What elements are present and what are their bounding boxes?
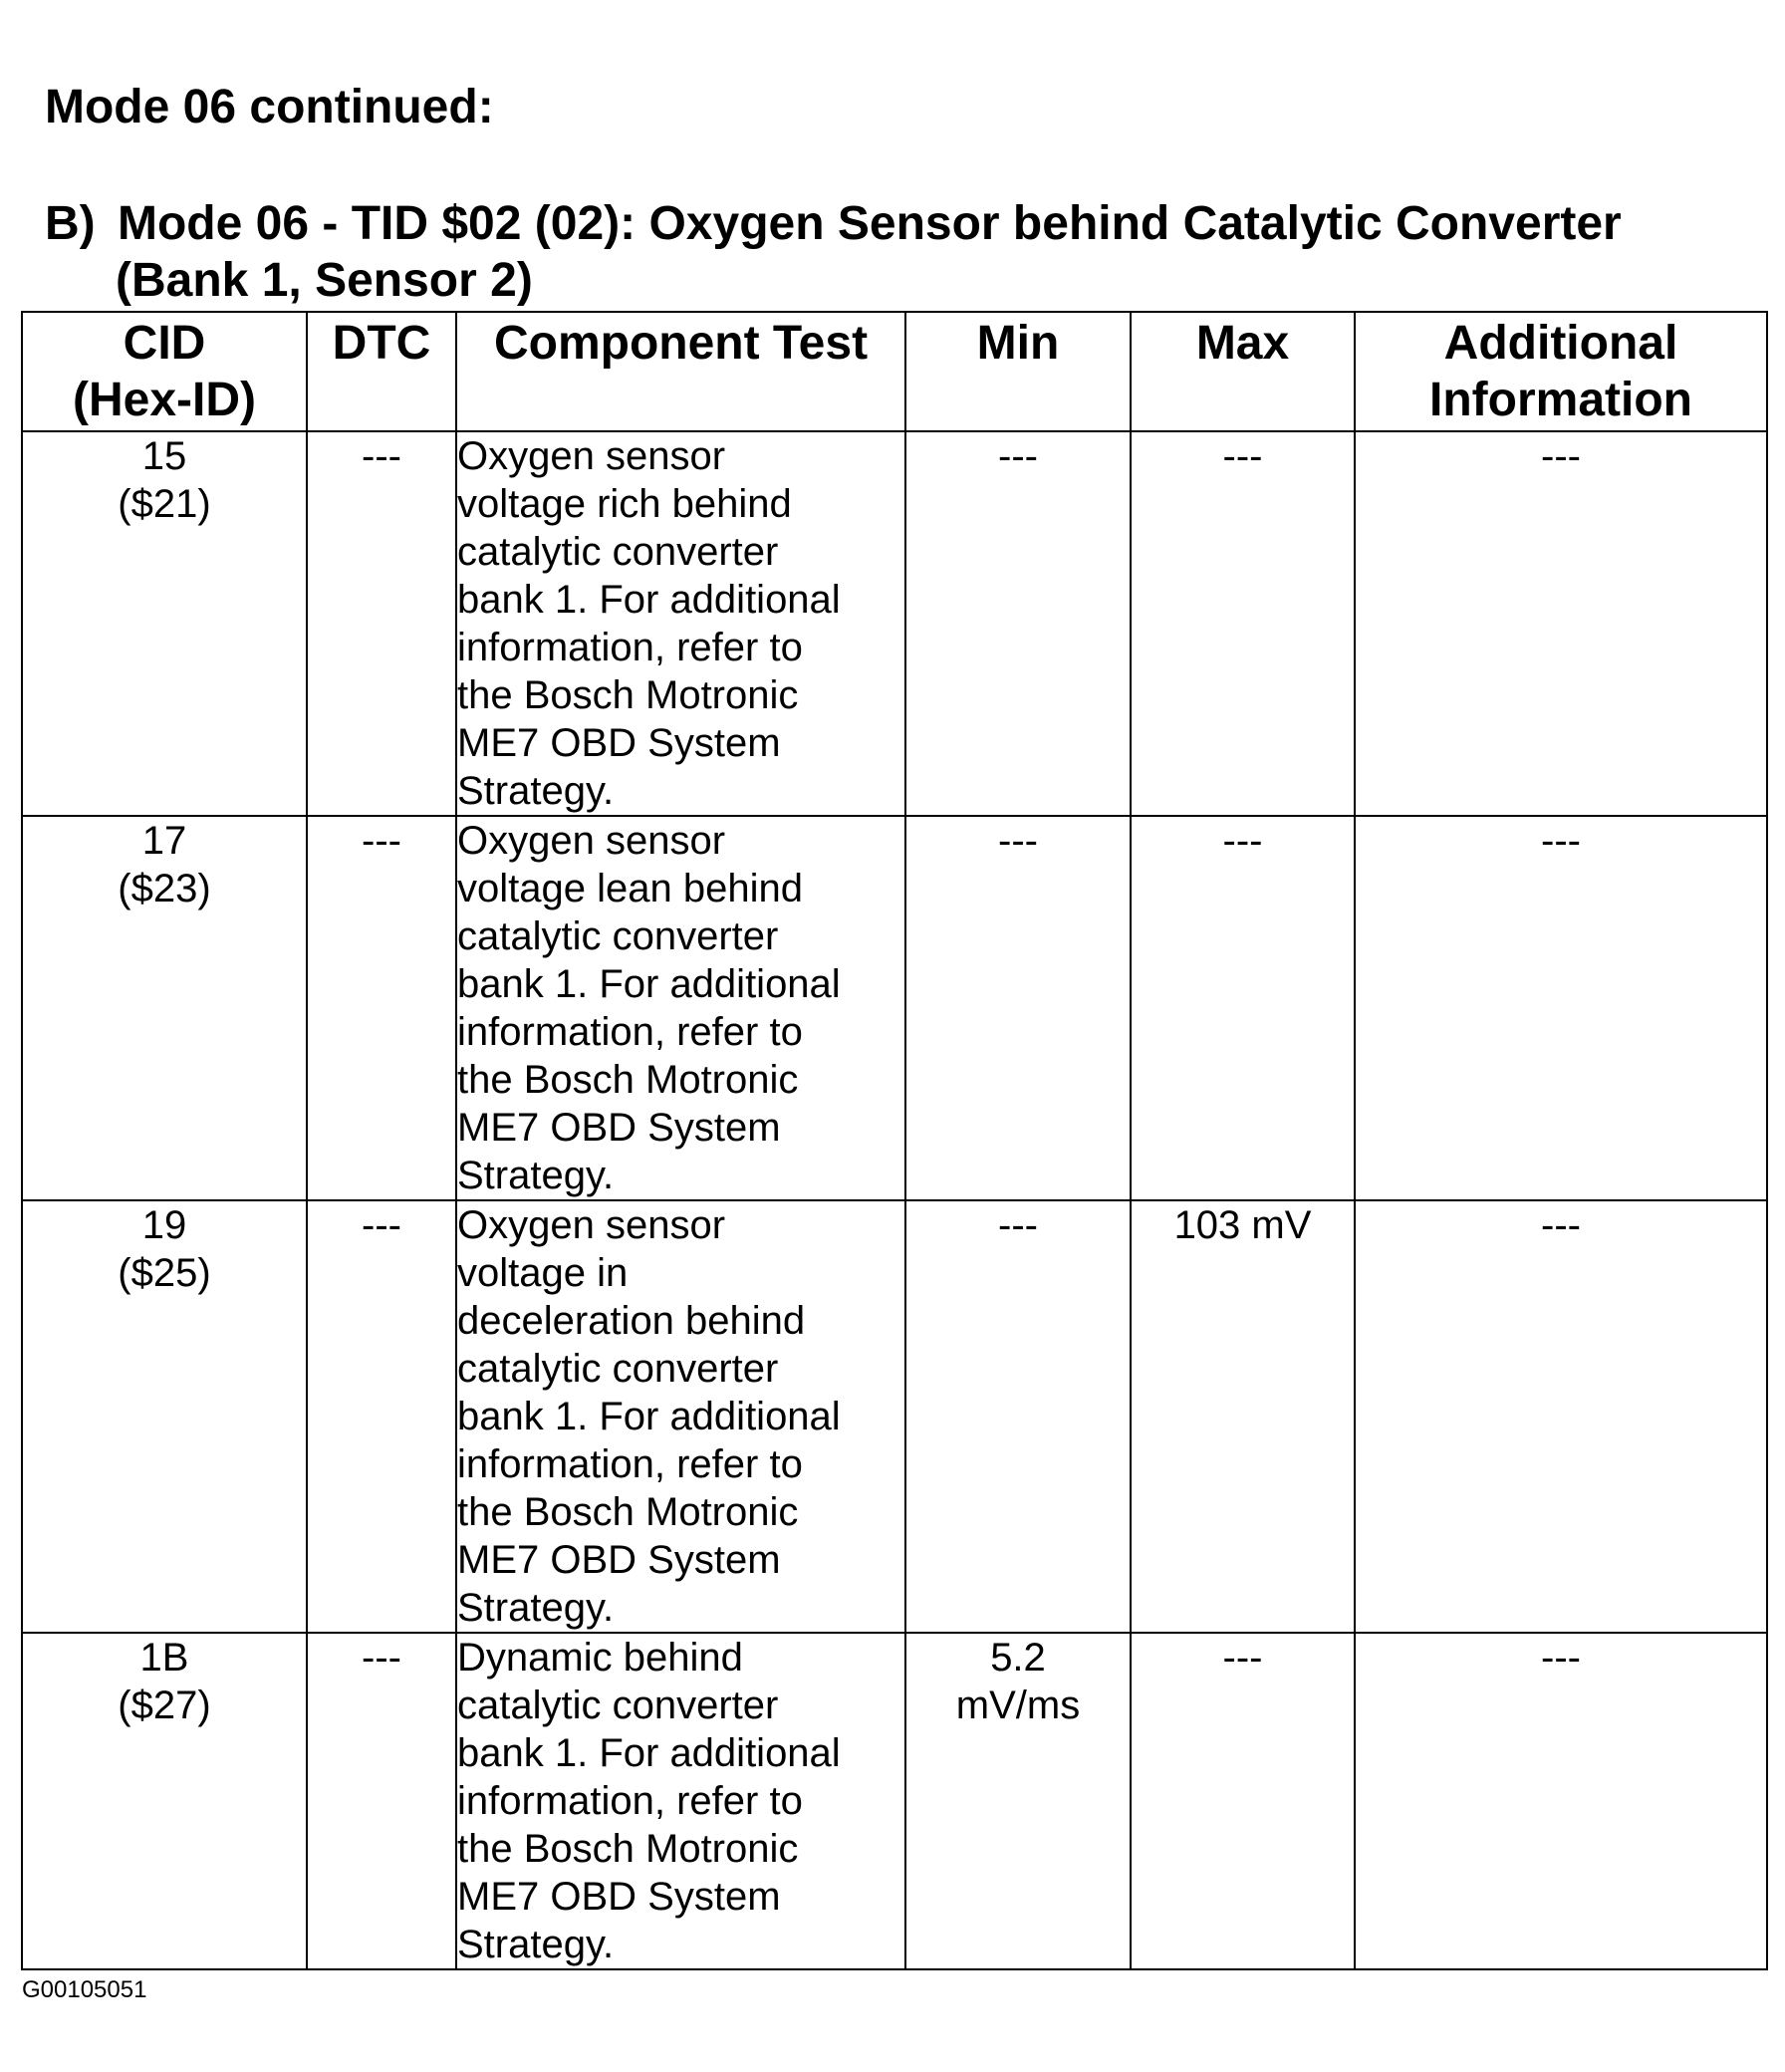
cell-dtc: ---	[307, 816, 456, 1200]
cell-min: ---	[905, 816, 1131, 1200]
cell-cid: 19 ($25)	[22, 1200, 307, 1633]
cell-max: 103 mV	[1131, 1200, 1355, 1633]
section-subtitle: (Bank 1, Sensor 2)	[116, 254, 533, 307]
cell-additional-information: ---	[1355, 431, 1767, 816]
cell-min: ---	[905, 431, 1131, 816]
header-max: Max	[1131, 312, 1355, 431]
cell-max: ---	[1131, 1633, 1355, 1969]
cell-dtc: ---	[307, 1633, 456, 1969]
cell-additional-information: ---	[1355, 1633, 1767, 1969]
cell-cid: 15 ($21)	[22, 431, 307, 816]
table-row	[22, 816, 1767, 1200]
header-component-test: Component Test	[456, 312, 905, 431]
figure-id: G00105051	[22, 1976, 147, 2003]
cell-additional-information: ---	[1355, 1200, 1767, 1633]
cell-min: 5.2 mV/ms	[905, 1633, 1131, 1969]
section-title: Mode 06 - TID $02 (02): Oxygen Sensor behind Catalytic Converter	[118, 197, 1622, 250]
page-heading: Mode 06 continued:	[45, 81, 494, 133]
mode06-table	[21, 311, 1768, 1970]
cell-dtc: ---	[307, 431, 456, 816]
cell-min: ---	[905, 1200, 1131, 1633]
cell-cid: 17 ($23)	[22, 816, 307, 1200]
cell-max: ---	[1131, 431, 1355, 816]
header-cid: CID (Hex-ID)	[22, 312, 307, 431]
section-letter: B)	[45, 197, 96, 250]
cell-component-test: Oxygen sensor voltage lean behind catalytic converter bank 1. For additional information, refer to the Bosch Motronic ME7 OBD System Strategy.	[456, 816, 905, 1200]
table-header-row	[22, 312, 1767, 431]
header-min: Min	[905, 312, 1131, 431]
cell-max: ---	[1131, 816, 1355, 1200]
cell-additional-information: ---	[1355, 816, 1767, 1200]
table-row	[22, 431, 1767, 816]
cell-cid: 1B ($27)	[22, 1633, 307, 1969]
cell-component-test: Dynamic behind catalytic converter bank 1. For additional information, refer to the Bosch Motronic ME7 OBD System Strategy.	[456, 1633, 905, 1969]
header-additional-information: Additional Information	[1355, 312, 1767, 431]
header-dtc: DTC	[307, 312, 456, 431]
table-row	[22, 1633, 1767, 1969]
cell-component-test: Oxygen sensor voltage in deceleration behind catalytic converter bank 1. For additional information, refer to the Bosch Motronic ME7 OBD System Strategy.	[456, 1200, 905, 1633]
cell-dtc: ---	[307, 1200, 456, 1633]
cell-component-test: Oxygen sensor voltage rich behind catalytic converter bank 1. For additional information, refer to the Bosch Motronic ME7 OBD System Strategy.	[456, 431, 905, 816]
table-row	[22, 1200, 1767, 1633]
